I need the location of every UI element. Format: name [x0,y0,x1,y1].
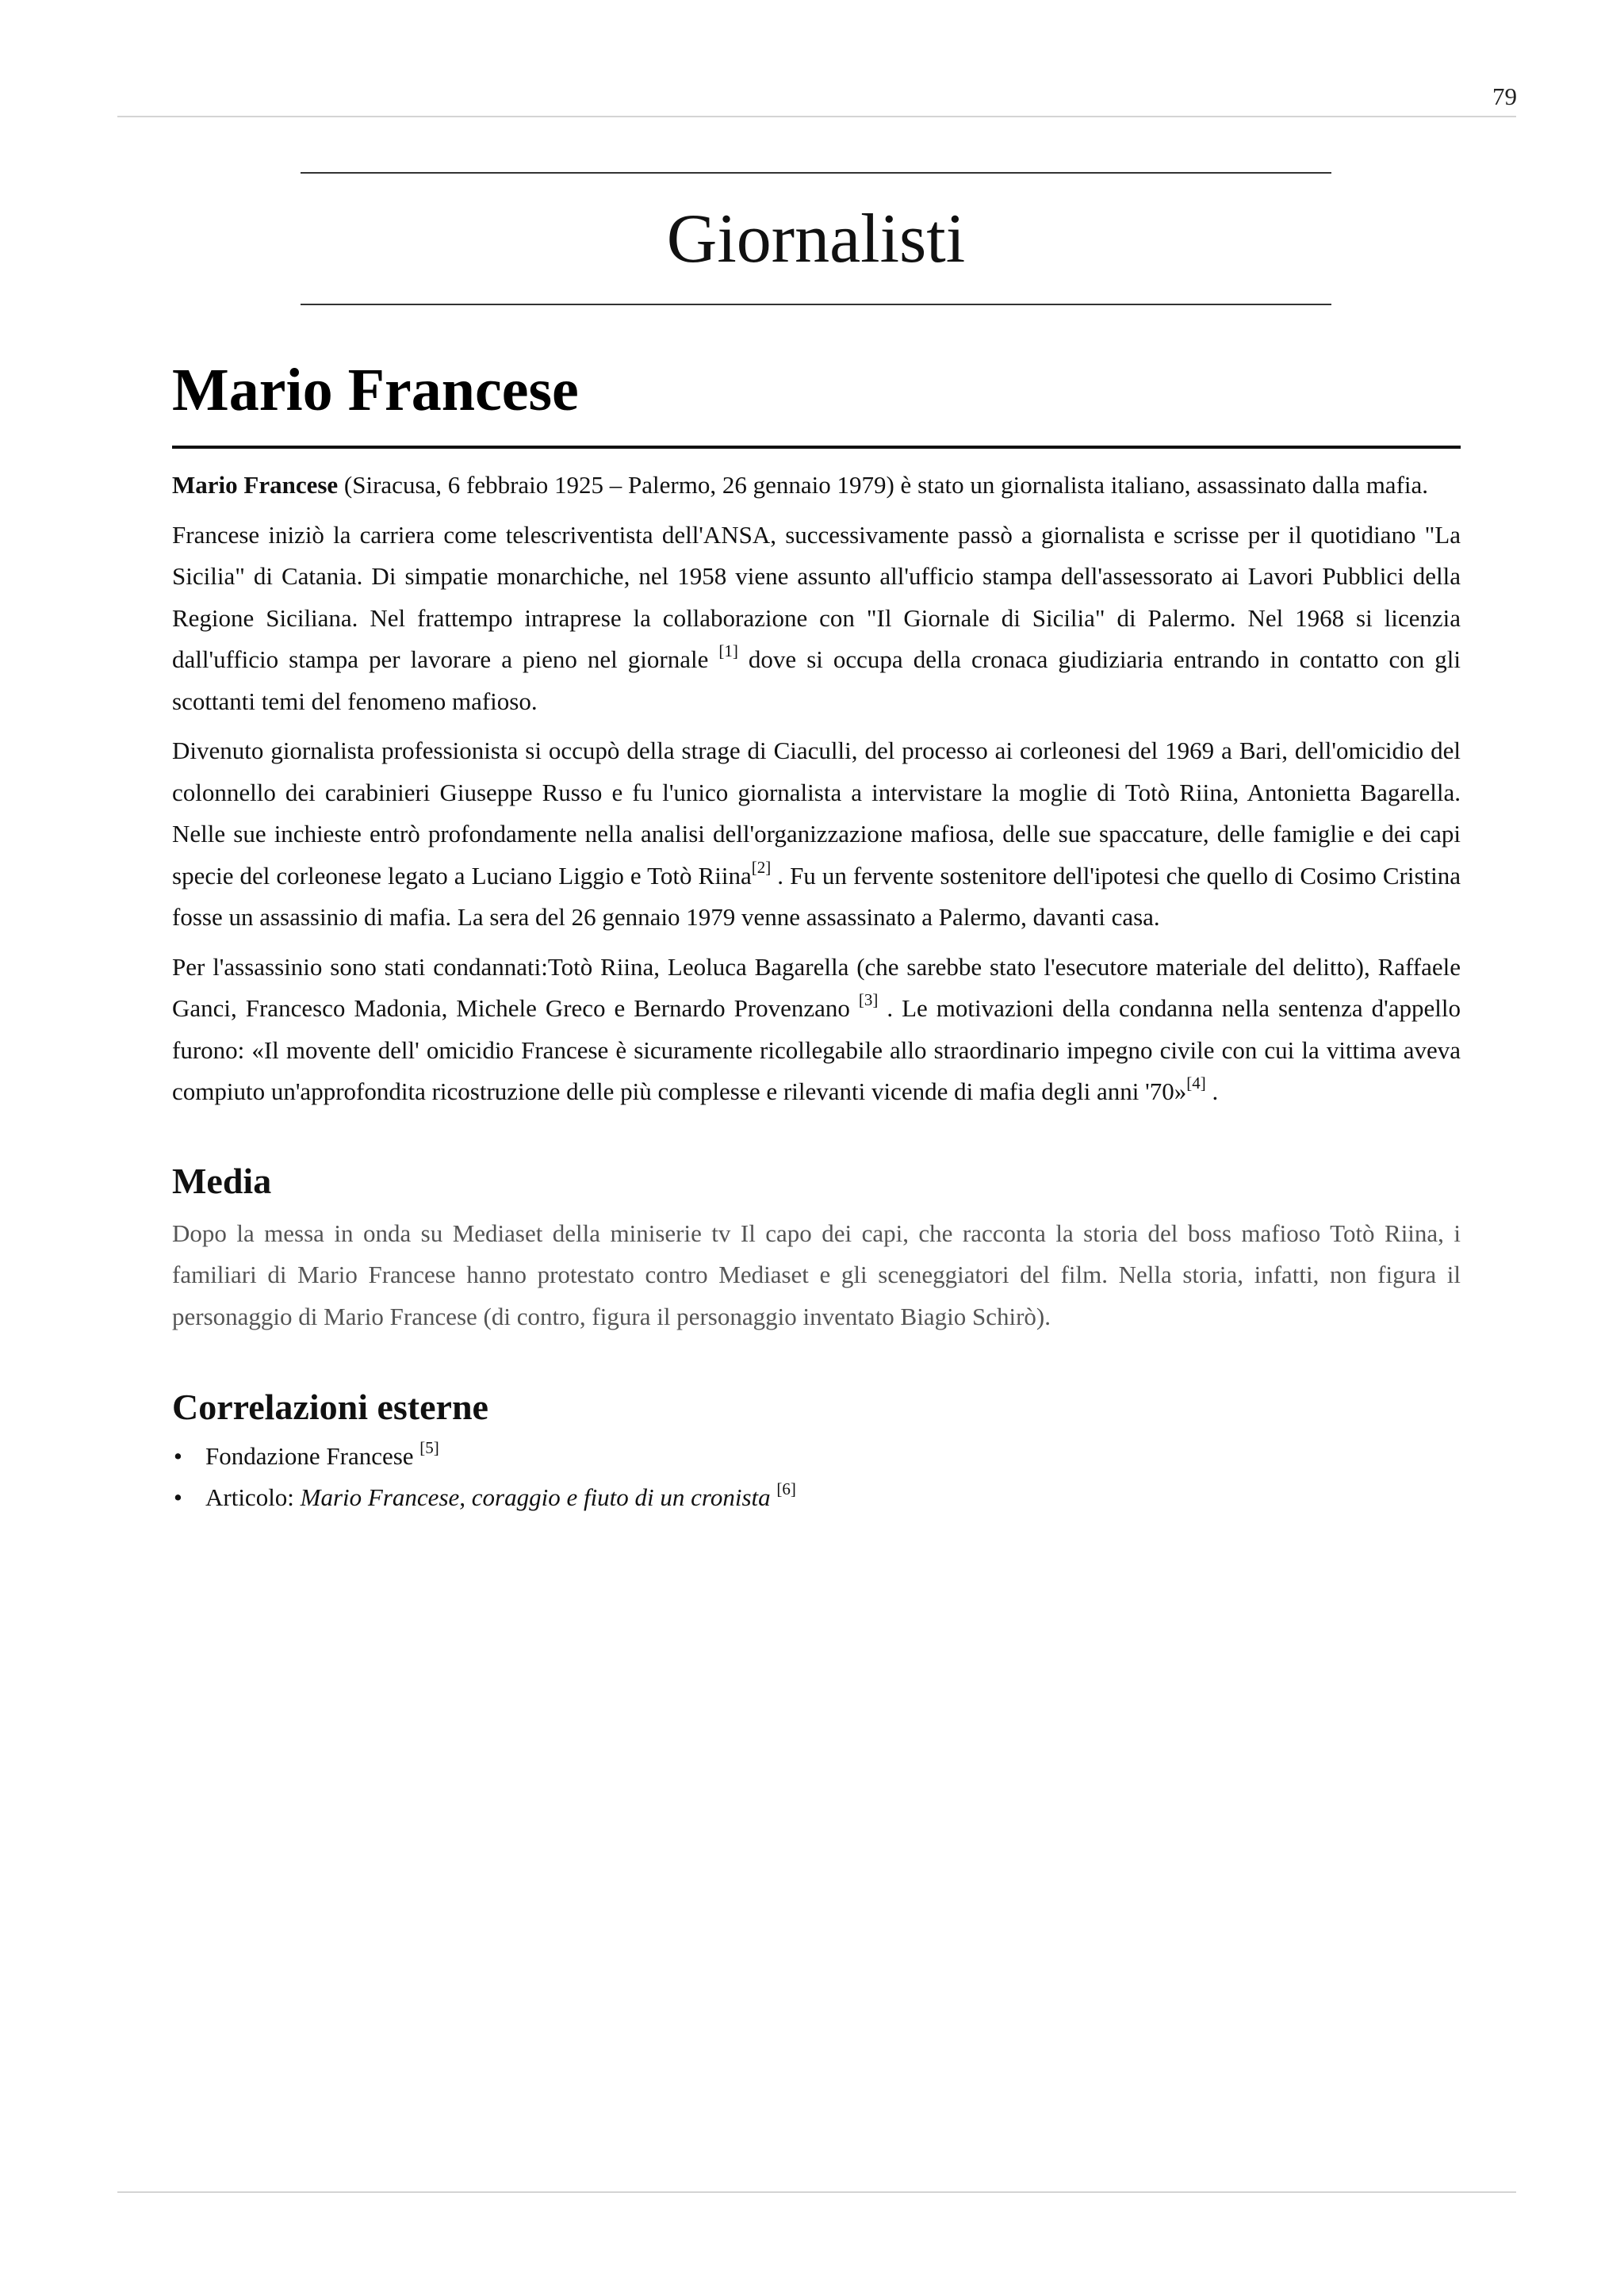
career-text-tail: dove si occupa della cronaca giudiziaria entrando in contatto con gli scottanti temi del fenomeno mafioso. [172,645,1461,715]
reference-link-4[interactable]: [4] [1186,1073,1206,1093]
header-rule [117,116,1516,117]
bullet-icon: • [174,1442,182,1470]
media-section-title: Media [172,1160,272,1201]
intro-text: (Siracusa, 6 febbraio 1925 – Palermo, 26 gennaio 1979) è stato un giornalista italiano, assassinato dalla mafia. [338,471,1429,499]
page-number: 79 [1492,82,1517,110]
intro-paragraph [172,465,1461,507]
external-links-list [172,1436,1461,1518]
external-link-prefix: Articolo: [205,1483,301,1511]
external-link-label[interactable]: Fondazione Francese [205,1442,420,1470]
reference-link-2[interactable]: [2] [751,857,772,877]
article-title-rule [172,446,1461,449]
reference-link-1[interactable]: [1] [718,641,738,660]
investigations-text-tail: . Fu un fervente sostenitore dell'ipotesi che quello di Cosimo Cristina fosse un assassinio di mafia. La sera del 26 gennaio 1979 venne assassinato a Palermo, davanti casa. [172,861,1461,931]
conviction-text-mid: . Le motivazioni della condanna nella sentenza d'appello furono: «Il movente dell' omicidio Francese è sicuramente ricollegabile allo straordinario impegno civile con cui la vittima aveva compiuto un'approfondita ricostruzione delle più complesse e rilevanti vicende di mafia degli anni '70» [172,994,1461,1105]
external-links-title: Correlazioni esterne [172,1387,488,1427]
career-text: Francese iniziò la carriera come telescriventista dell'ANSA, successivamente passò a giornalista e scrisse per il quotidiano "La Sicilia" di Catania. Di simpatie monarchiche, nel 1958 viene assunto all'ufficio stampa dell'assessorato ai Lavori Pubblici della Regione Siciliana. Nel frattempo intraprese la collaborazione con "Il Giornale di Sicilia" di Palermo. Nel 1968 si licenzia dall'ufficio stampa per lavorare a pieno nel giornale [172,520,1461,673]
chapter-title: Giornalisti [666,201,966,277]
investigations-paragraph [172,730,1461,939]
external-link-item[interactable] [172,1436,1461,1477]
chapter-rule-top [301,172,1331,174]
conviction-text-tail: . [1205,1077,1219,1105]
career-paragraph [172,515,1461,723]
investigations-text: Divenuto giornalista professionista si occupò della strage di Ciaculli, del processo ai corleonesi del 1969 a Bari, dell'omicidio del colonnello dei carabinieri Giuseppe Russo e fu l'unico giornalista a intervistare la moglie di Totò Riina, Antonietta Bagarella. Nelle sue inchieste entrò profondamente nella analisi dell'organizzazione mafiosa, delle sue spaccature, delle famiglie e dei capi specie del corleonese legato a Luciano Liggio e Totò Riina [172,737,1461,890]
conviction-text: Per l'assassinio sono stati condannati:Totò Riina, Leoluca Bagarella (che sarebbe stato l'esecutore materiale del delitto), Raffaele Ganci, Francesco Madonia, Michele Greco e Bernardo Provenzano [172,952,1461,1022]
media-paragraph: Dopo la messa in onda su Mediaset della miniserie tv Il capo dei capi, che racconta la storia del boss mafioso Totò Riina, i familiari di Mario Francese hanno protestato contro Mediaset e gli sceneggiatori del film. Nella storia, infatti, non figura il personaggio di Mario Francese (di contro, figura il personaggio inventato Biagio Schirò). [172,1219,1461,1330]
external-link-item[interactable] [172,1477,1461,1518]
reference-link-3[interactable]: [3] [858,990,879,1009]
footer-rule [117,2191,1516,2193]
article-title: Mario Francese [172,357,579,423]
reference-link-5[interactable]: [5] [419,1438,439,1457]
conviction-paragraph [172,947,1461,1113]
intro-subject: Mario Francese [172,471,339,499]
chapter-rule-bottom [301,304,1331,305]
article [172,349,1461,1518]
reference-link-6[interactable]: [6] [776,1479,796,1498]
external-link-article-title[interactable]: Mario Francese, coraggio e fiuto di un cronista [300,1483,771,1511]
bullet-icon: • [174,1483,182,1511]
